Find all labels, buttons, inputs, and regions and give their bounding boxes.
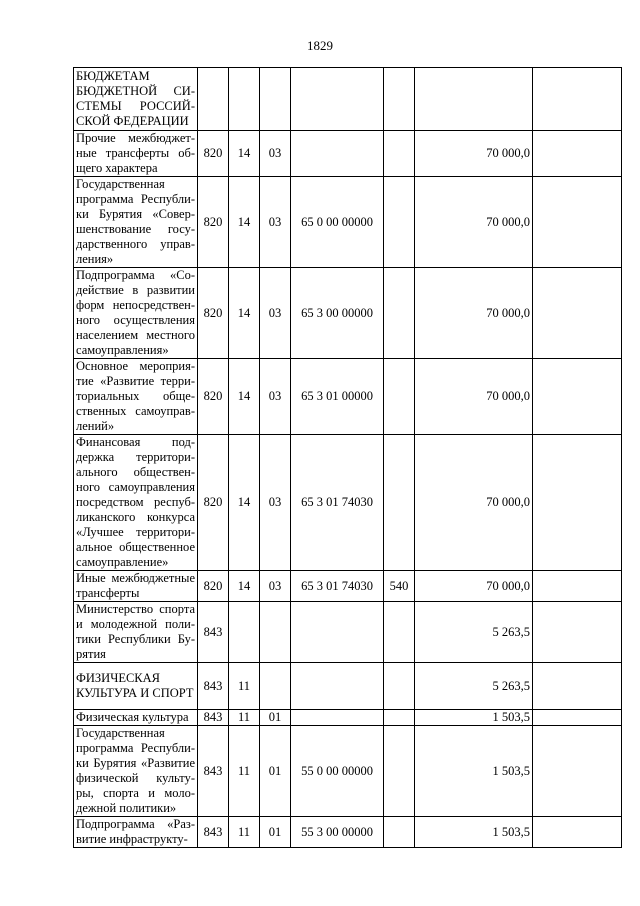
extra-column bbox=[533, 726, 622, 817]
amount: 1 503,5 bbox=[415, 726, 533, 817]
section-code: 14 bbox=[229, 177, 260, 268]
subsection-code bbox=[260, 602, 291, 663]
ministry-code: 820 bbox=[198, 571, 229, 602]
subsection-code: 03 bbox=[260, 571, 291, 602]
row-name: Подпрограмма «Раз-витие инфраструкту- bbox=[74, 817, 198, 848]
expense-type bbox=[384, 177, 415, 268]
amount bbox=[415, 68, 533, 131]
target-article: 55 3 00 00000 bbox=[291, 817, 384, 848]
extra-column bbox=[533, 177, 622, 268]
expense-type bbox=[384, 268, 415, 359]
expense-type bbox=[384, 68, 415, 131]
row-name: Иные межбюджетные трансферты bbox=[74, 571, 198, 602]
amount: 5 263,5 bbox=[415, 663, 533, 710]
target-article: 65 0 00 00000 bbox=[291, 177, 384, 268]
target-article bbox=[291, 68, 384, 131]
table-row bbox=[74, 268, 622, 359]
target-article: 65 3 00 00000 bbox=[291, 268, 384, 359]
row-name: Государственная программа Республи-ки Бурятия «Совер-шенствование госу-дарственного управ-ления» bbox=[74, 177, 198, 268]
ministry-code: 820 bbox=[198, 435, 229, 571]
expense-type bbox=[384, 663, 415, 710]
table-row bbox=[74, 68, 622, 131]
subsection-code bbox=[260, 68, 291, 131]
expense-type bbox=[384, 435, 415, 571]
subsection-code: 01 bbox=[260, 710, 291, 726]
subsection-code: 03 bbox=[260, 131, 291, 177]
table-row bbox=[74, 602, 622, 663]
table-row bbox=[74, 131, 622, 177]
target-article bbox=[291, 710, 384, 726]
row-name: Основное мероприя-тие «Развитие терри-ториальных обще-ственных самоуправ-лений» bbox=[74, 359, 198, 435]
expense-type: 540 bbox=[384, 571, 415, 602]
extra-column bbox=[533, 663, 622, 710]
row-name: ФИЗИЧЕСКАЯ КУЛЬТУРА И СПОРТ bbox=[74, 663, 198, 710]
amount: 70 000,0 bbox=[415, 571, 533, 602]
row-name: Финансовая под-держка территори-ального обществен-ного самоуправления посредством респуб-ликанского конкурса «Лучшее территори-альное общественное самоуправление» bbox=[74, 435, 198, 571]
ministry-code: 843 bbox=[198, 710, 229, 726]
ministry-code: 820 bbox=[198, 359, 229, 435]
target-article: 65 3 01 00000 bbox=[291, 359, 384, 435]
extra-column bbox=[533, 268, 622, 359]
amount: 70 000,0 bbox=[415, 131, 533, 177]
ministry-code: 820 bbox=[198, 131, 229, 177]
ministry-code: 843 bbox=[198, 817, 229, 848]
amount: 70 000,0 bbox=[415, 268, 533, 359]
table-row bbox=[74, 435, 622, 571]
section-code: 14 bbox=[229, 435, 260, 571]
subsection-code: 01 bbox=[260, 817, 291, 848]
table-row bbox=[74, 817, 622, 848]
target-article bbox=[291, 131, 384, 177]
target-article: 55 0 00 00000 bbox=[291, 726, 384, 817]
ministry-code: 820 bbox=[198, 177, 229, 268]
extra-column bbox=[533, 817, 622, 848]
expense-type bbox=[384, 817, 415, 848]
extra-column bbox=[533, 602, 622, 663]
section-code: 11 bbox=[229, 817, 260, 848]
target-article bbox=[291, 602, 384, 663]
section-code bbox=[229, 602, 260, 663]
row-name: Прочие межбюджет-ные трансферты об-щего характера bbox=[74, 131, 198, 177]
subsection-code: 01 bbox=[260, 726, 291, 817]
target-article: 65 3 01 74030 bbox=[291, 435, 384, 571]
extra-column bbox=[533, 571, 622, 602]
ministry-code: 820 bbox=[198, 268, 229, 359]
expense-type bbox=[384, 359, 415, 435]
expense-type bbox=[384, 602, 415, 663]
section-code: 14 bbox=[229, 268, 260, 359]
subsection-code: 03 bbox=[260, 268, 291, 359]
extra-column bbox=[533, 359, 622, 435]
section-code: 11 bbox=[229, 710, 260, 726]
page-number: 1829 bbox=[307, 38, 333, 53]
row-name: Государственная программа Республи-ки Бурятия «Развитие физической культу-ры, спорта и моло-дежной политики» bbox=[74, 726, 198, 817]
subsection-code: 03 bbox=[260, 435, 291, 571]
table-row bbox=[74, 726, 622, 817]
extra-column bbox=[533, 710, 622, 726]
section-code: 11 bbox=[229, 663, 260, 710]
section-code: 14 bbox=[229, 571, 260, 602]
expense-type bbox=[384, 131, 415, 177]
section-code: 14 bbox=[229, 131, 260, 177]
amount: 5 263,5 bbox=[415, 602, 533, 663]
expense-type bbox=[384, 710, 415, 726]
amount: 70 000,0 bbox=[415, 359, 533, 435]
amount: 1 503,5 bbox=[415, 710, 533, 726]
ministry-code: 843 bbox=[198, 726, 229, 817]
section-code bbox=[229, 68, 260, 131]
target-article: 65 3 01 74030 bbox=[291, 571, 384, 602]
row-name: Министерство спорта и молодежной поли-тики Республики Бу-рятия bbox=[74, 602, 198, 663]
expense-type bbox=[384, 726, 415, 817]
row-name: БЮДЖЕТАМ БЮДЖЕТНОЙ СИ-СТЕМЫ РОССИЙ-СКОЙ ФЕДЕРАЦИИ bbox=[74, 68, 198, 131]
budget-table bbox=[73, 67, 622, 848]
row-name: Подпрограмма «Со-действие в развитии форм непосредствен-ного осуществления населением местного самоуправления» bbox=[74, 268, 198, 359]
section-code: 11 bbox=[229, 726, 260, 817]
section-code: 14 bbox=[229, 359, 260, 435]
extra-column bbox=[533, 435, 622, 571]
table-row bbox=[74, 663, 622, 710]
ministry-code: 843 bbox=[198, 602, 229, 663]
subsection-code bbox=[260, 663, 291, 710]
subsection-code: 03 bbox=[260, 177, 291, 268]
extra-column bbox=[533, 68, 622, 131]
table-row bbox=[74, 359, 622, 435]
table-row bbox=[74, 710, 622, 726]
target-article bbox=[291, 663, 384, 710]
row-name: Физическая культура bbox=[74, 710, 198, 726]
amount: 1 503,5 bbox=[415, 817, 533, 848]
table-row bbox=[74, 571, 622, 602]
ministry-code: 843 bbox=[198, 663, 229, 710]
extra-column bbox=[533, 131, 622, 177]
amount: 70 000,0 bbox=[415, 177, 533, 268]
ministry-code bbox=[198, 68, 229, 131]
table-row bbox=[74, 177, 622, 268]
subsection-code: 03 bbox=[260, 359, 291, 435]
amount: 70 000,0 bbox=[415, 435, 533, 571]
